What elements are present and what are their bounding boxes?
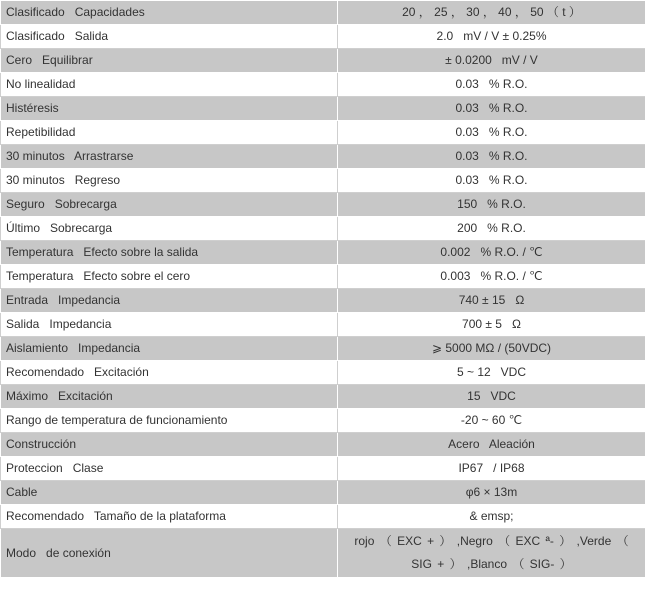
spec-label: Clasificado Capacidades	[1, 1, 338, 25]
spec-label: Cable	[1, 481, 338, 505]
spec-value: 2.0 mV / V ± 0.25%	[338, 25, 645, 49]
spec-label: No linealidad	[1, 73, 338, 97]
spec-value: 0.03 % R.O.	[338, 121, 645, 145]
spec-label: Repetibilidad	[1, 121, 338, 145]
spec-value: 5 ~ 12 VDC	[338, 361, 645, 385]
spec-value: 700 ± 5 Ω	[338, 313, 645, 337]
spec-label: Temperatura Efecto sobre la salida	[1, 241, 338, 265]
table-row	[1, 145, 645, 169]
table-row	[1, 49, 645, 73]
spec-value: 150 % R.O.	[338, 193, 645, 217]
table-row	[1, 361, 645, 385]
spec-label: Clasificado Salida	[1, 25, 338, 49]
table-row	[1, 337, 645, 361]
table-row	[1, 385, 645, 409]
spec-value: ⩾ 5000 MΩ / (50VDC)	[338, 337, 645, 361]
table-row	[1, 73, 645, 97]
spec-value: 0.003 % R.O. / ℃	[338, 265, 645, 289]
table-row	[1, 97, 645, 121]
spec-value: 740 ± 15 Ω	[338, 289, 645, 313]
spec-value: 20 ， 25 ， 30 ， 40 ， 50 （ t ）	[338, 1, 645, 25]
spec-value: 200 % R.O.	[338, 217, 645, 241]
spec-value: 0.002 % R.O. / ℃	[338, 241, 645, 265]
table-row	[1, 409, 645, 433]
table-row	[1, 169, 645, 193]
table-row	[1, 265, 645, 289]
table-row	[1, 241, 645, 265]
spec-value: φ6 × 13m	[338, 481, 645, 505]
spec-label: Seguro Sobrecarga	[1, 193, 338, 217]
spec-label: Proteccion Clase	[1, 457, 338, 481]
table-row	[1, 121, 645, 145]
spec-value: rojo （ EXC + ） ,Negro （ EXC ª- ） ,Verde （ SIG + ） ,Blanco （ SIG- ）	[338, 529, 645, 578]
spec-value: Acero Aleación	[338, 433, 645, 457]
spec-value: -20 ~ 60 ℃	[338, 409, 645, 433]
table-row	[1, 313, 645, 337]
spec-label: Histéresis	[1, 97, 338, 121]
spec-value: 0.03 % R.O.	[338, 169, 645, 193]
spec-label: Salida Impedancia	[1, 313, 338, 337]
spec-value: 15 VDC	[338, 385, 645, 409]
spec-label: Rango de temperatura de funcionamiento	[1, 409, 338, 433]
table-row	[1, 289, 645, 313]
table-row	[1, 1, 645, 25]
spec-label: 30 minutos Arrastrarse	[1, 145, 338, 169]
table-row	[1, 25, 645, 49]
table-row	[1, 481, 645, 505]
spec-label: Recomendado Excitación	[1, 361, 338, 385]
spec-label: Temperatura Efecto sobre el cero	[1, 265, 338, 289]
spec-label: Modo de conexión	[1, 529, 338, 578]
spec-value: 0.03 % R.O.	[338, 73, 645, 97]
spec-label: Recomendado Tamaño de la plataforma	[1, 505, 338, 529]
spec-label: Máximo Excitación	[1, 385, 338, 409]
spec-label: 30 minutos Regreso	[1, 169, 338, 193]
table-row	[1, 529, 645, 578]
spec-value: 0.03 % R.O.	[338, 97, 645, 121]
spec-label: Cero Equilibrar	[1, 49, 338, 73]
spec-value: ± 0.0200 mV / V	[338, 49, 645, 73]
table-row	[1, 193, 645, 217]
spec-value: & emsp;	[338, 505, 645, 529]
table-row	[1, 505, 645, 529]
spec-label: Construcción	[1, 433, 338, 457]
table-row	[1, 457, 645, 481]
spec-label: Último Sobrecarga	[1, 217, 338, 241]
spec-value: 0.03 % R.O.	[338, 145, 645, 169]
table-row	[1, 217, 645, 241]
table-row	[1, 433, 645, 457]
spec-label: Entrada Impedancia	[1, 289, 338, 313]
spec-label: Aislamiento Impedancia	[1, 337, 338, 361]
spec-value: IP67 / IP68	[338, 457, 645, 481]
